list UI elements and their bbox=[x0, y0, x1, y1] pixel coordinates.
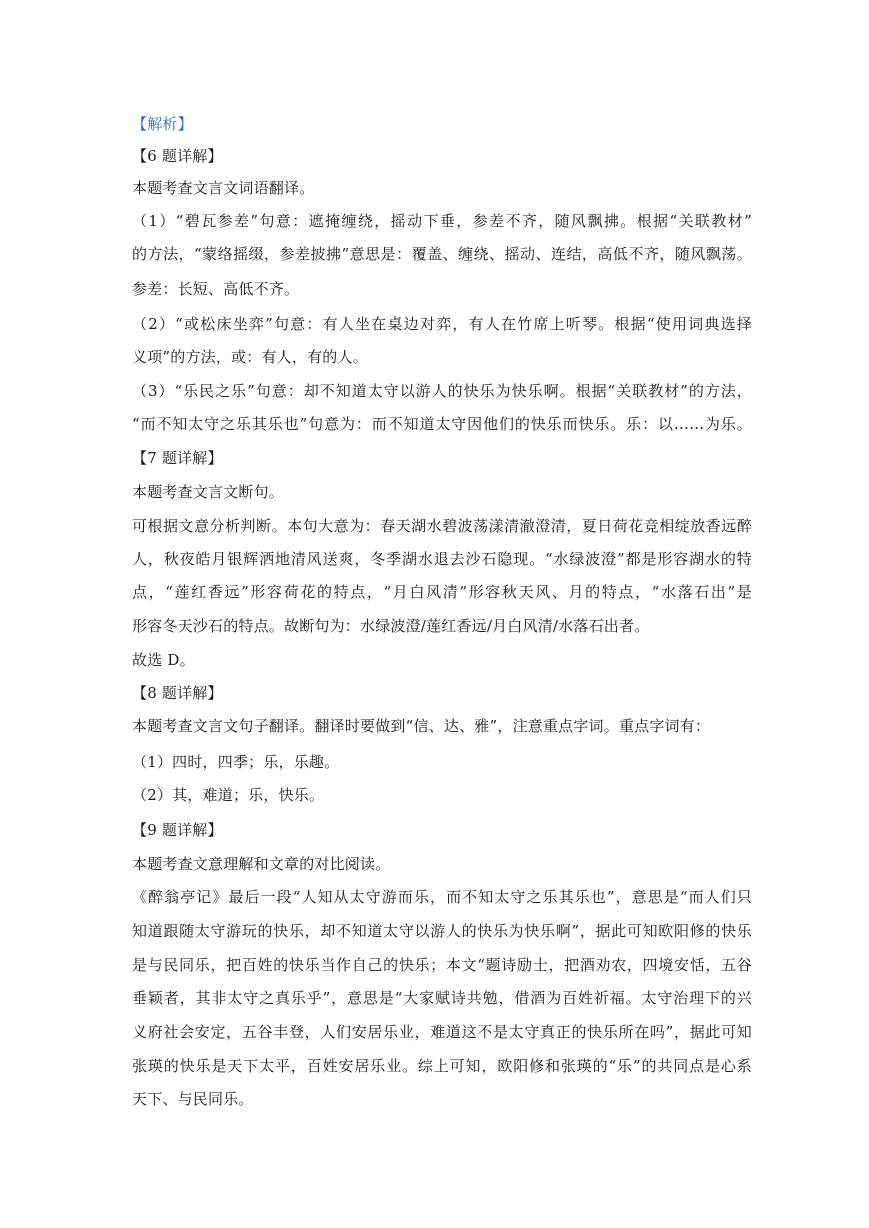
paragraph-line: 知道跟随太守游玩的快乐，却不知道太守以游人的快乐为快乐啊”，据此可知欧阳修的快乐 bbox=[132, 922, 752, 940]
paragraph-line: 垂颖者，其非太守之真乐乎”，意思是“大家赋诗共勉，借酒为百姓祈福。太守治理下的兴 bbox=[132, 989, 752, 1007]
paragraph-line: （2）“或松床坐弈”句意：有人坐在桌边对弈，有人在竹席上听琴。根据“使用词典选择 bbox=[132, 315, 752, 333]
paragraph-line: 点，“莲红香远”形容荷花的特点，“月白风清”形容秋天风、月的特点，“水落石出”是 bbox=[132, 583, 752, 601]
paragraph-line: 本题考查文言文断句。 bbox=[132, 483, 285, 501]
paragraph-line: 《醉翁亭记》最后一段“人知从太守游而乐，而不知太守之乐其乐也”，意思是“而人们只 bbox=[132, 888, 752, 906]
analysis-heading: 【解析】 bbox=[132, 115, 193, 133]
paragraph-line: 形容冬天沙石的特点。故断句为：水绿波澄/莲红香远/月白风清/水落石出者。 bbox=[132, 617, 650, 635]
q9-heading: 【9 题详解】 bbox=[132, 821, 223, 839]
paragraph-line: 人，秋夜皓月银辉洒地清风送爽，冬季湖水退去沙石隐现。“水绿波澄”都是形容湖水的特 bbox=[132, 550, 752, 568]
paragraph-line: 义府社会安定，五谷丰登，人们安居乐业，难道这不是太守真正的快乐所在吗”，据此可知 bbox=[132, 1023, 752, 1041]
paragraph-line: 可根据文意分析判断。本句大意为：春天湖水碧波荡漾清澈澄清，夏日荷花竞相绽放香远醉 bbox=[132, 517, 752, 535]
paragraph-line: （3）“乐民之乐”句意：却不知道太守以游人的快乐为快乐啊。根据“关联教材”的方法， bbox=[132, 382, 752, 400]
paragraph-line: （1）“碧瓦参差”句意：遮掩缠绕，摇动下垂，参差不齐，随风飘拂。根据“关联教材” bbox=[132, 212, 752, 230]
q7-heading: 【7 题详解】 bbox=[132, 449, 223, 467]
paragraph-line: （2）其，难道；乐，快乐。 bbox=[132, 786, 325, 804]
q6-heading: 【6 题详解】 bbox=[132, 147, 223, 165]
paragraph-line: “而不知太守之乐其乐也”句意为：而不知道太守因他们的快乐而快乐。乐：以……为乐。 bbox=[132, 415, 752, 433]
paragraph-line: 参差：长短、高低不齐。 bbox=[132, 280, 300, 298]
paragraph-line: 的方法，“蒙络摇缀，参差披拂”意思是：覆盖、缠绕、摇动、连结，高低不齐，随风飘荡。 bbox=[132, 245, 752, 263]
paragraph-line: 义项”的方法，或：有人，有的人。 bbox=[132, 348, 368, 366]
paragraph-line: 本题考查文言文句子翻译。翻译时要做到“信、达、雅”，注意重点字词。重点字词有： bbox=[132, 717, 711, 735]
paragraph-line: （1）四时，四季；乐，乐趣。 bbox=[132, 753, 340, 771]
paragraph-line: 本题考查文意理解和文章的对比阅读。 bbox=[132, 855, 391, 873]
paragraph-line: 是与民同乐，把百姓的快乐当作自己的快乐；本文“题诗励士，把酒劝农，四境安恬，五谷 bbox=[132, 956, 752, 974]
paragraph-line: 本题考查文言文词语翻译。 bbox=[132, 179, 315, 197]
paragraph-line: 故选 D。 bbox=[132, 651, 195, 669]
paragraph-line: 张瑛的快乐是天下太平，百姓安居乐业。综上可知，欧阳修和张瑛的“乐”的共同点是心系 bbox=[132, 1057, 752, 1075]
q8-heading: 【8 题详解】 bbox=[132, 684, 223, 702]
paragraph-line: 天下、与民同乐。 bbox=[132, 1090, 254, 1108]
